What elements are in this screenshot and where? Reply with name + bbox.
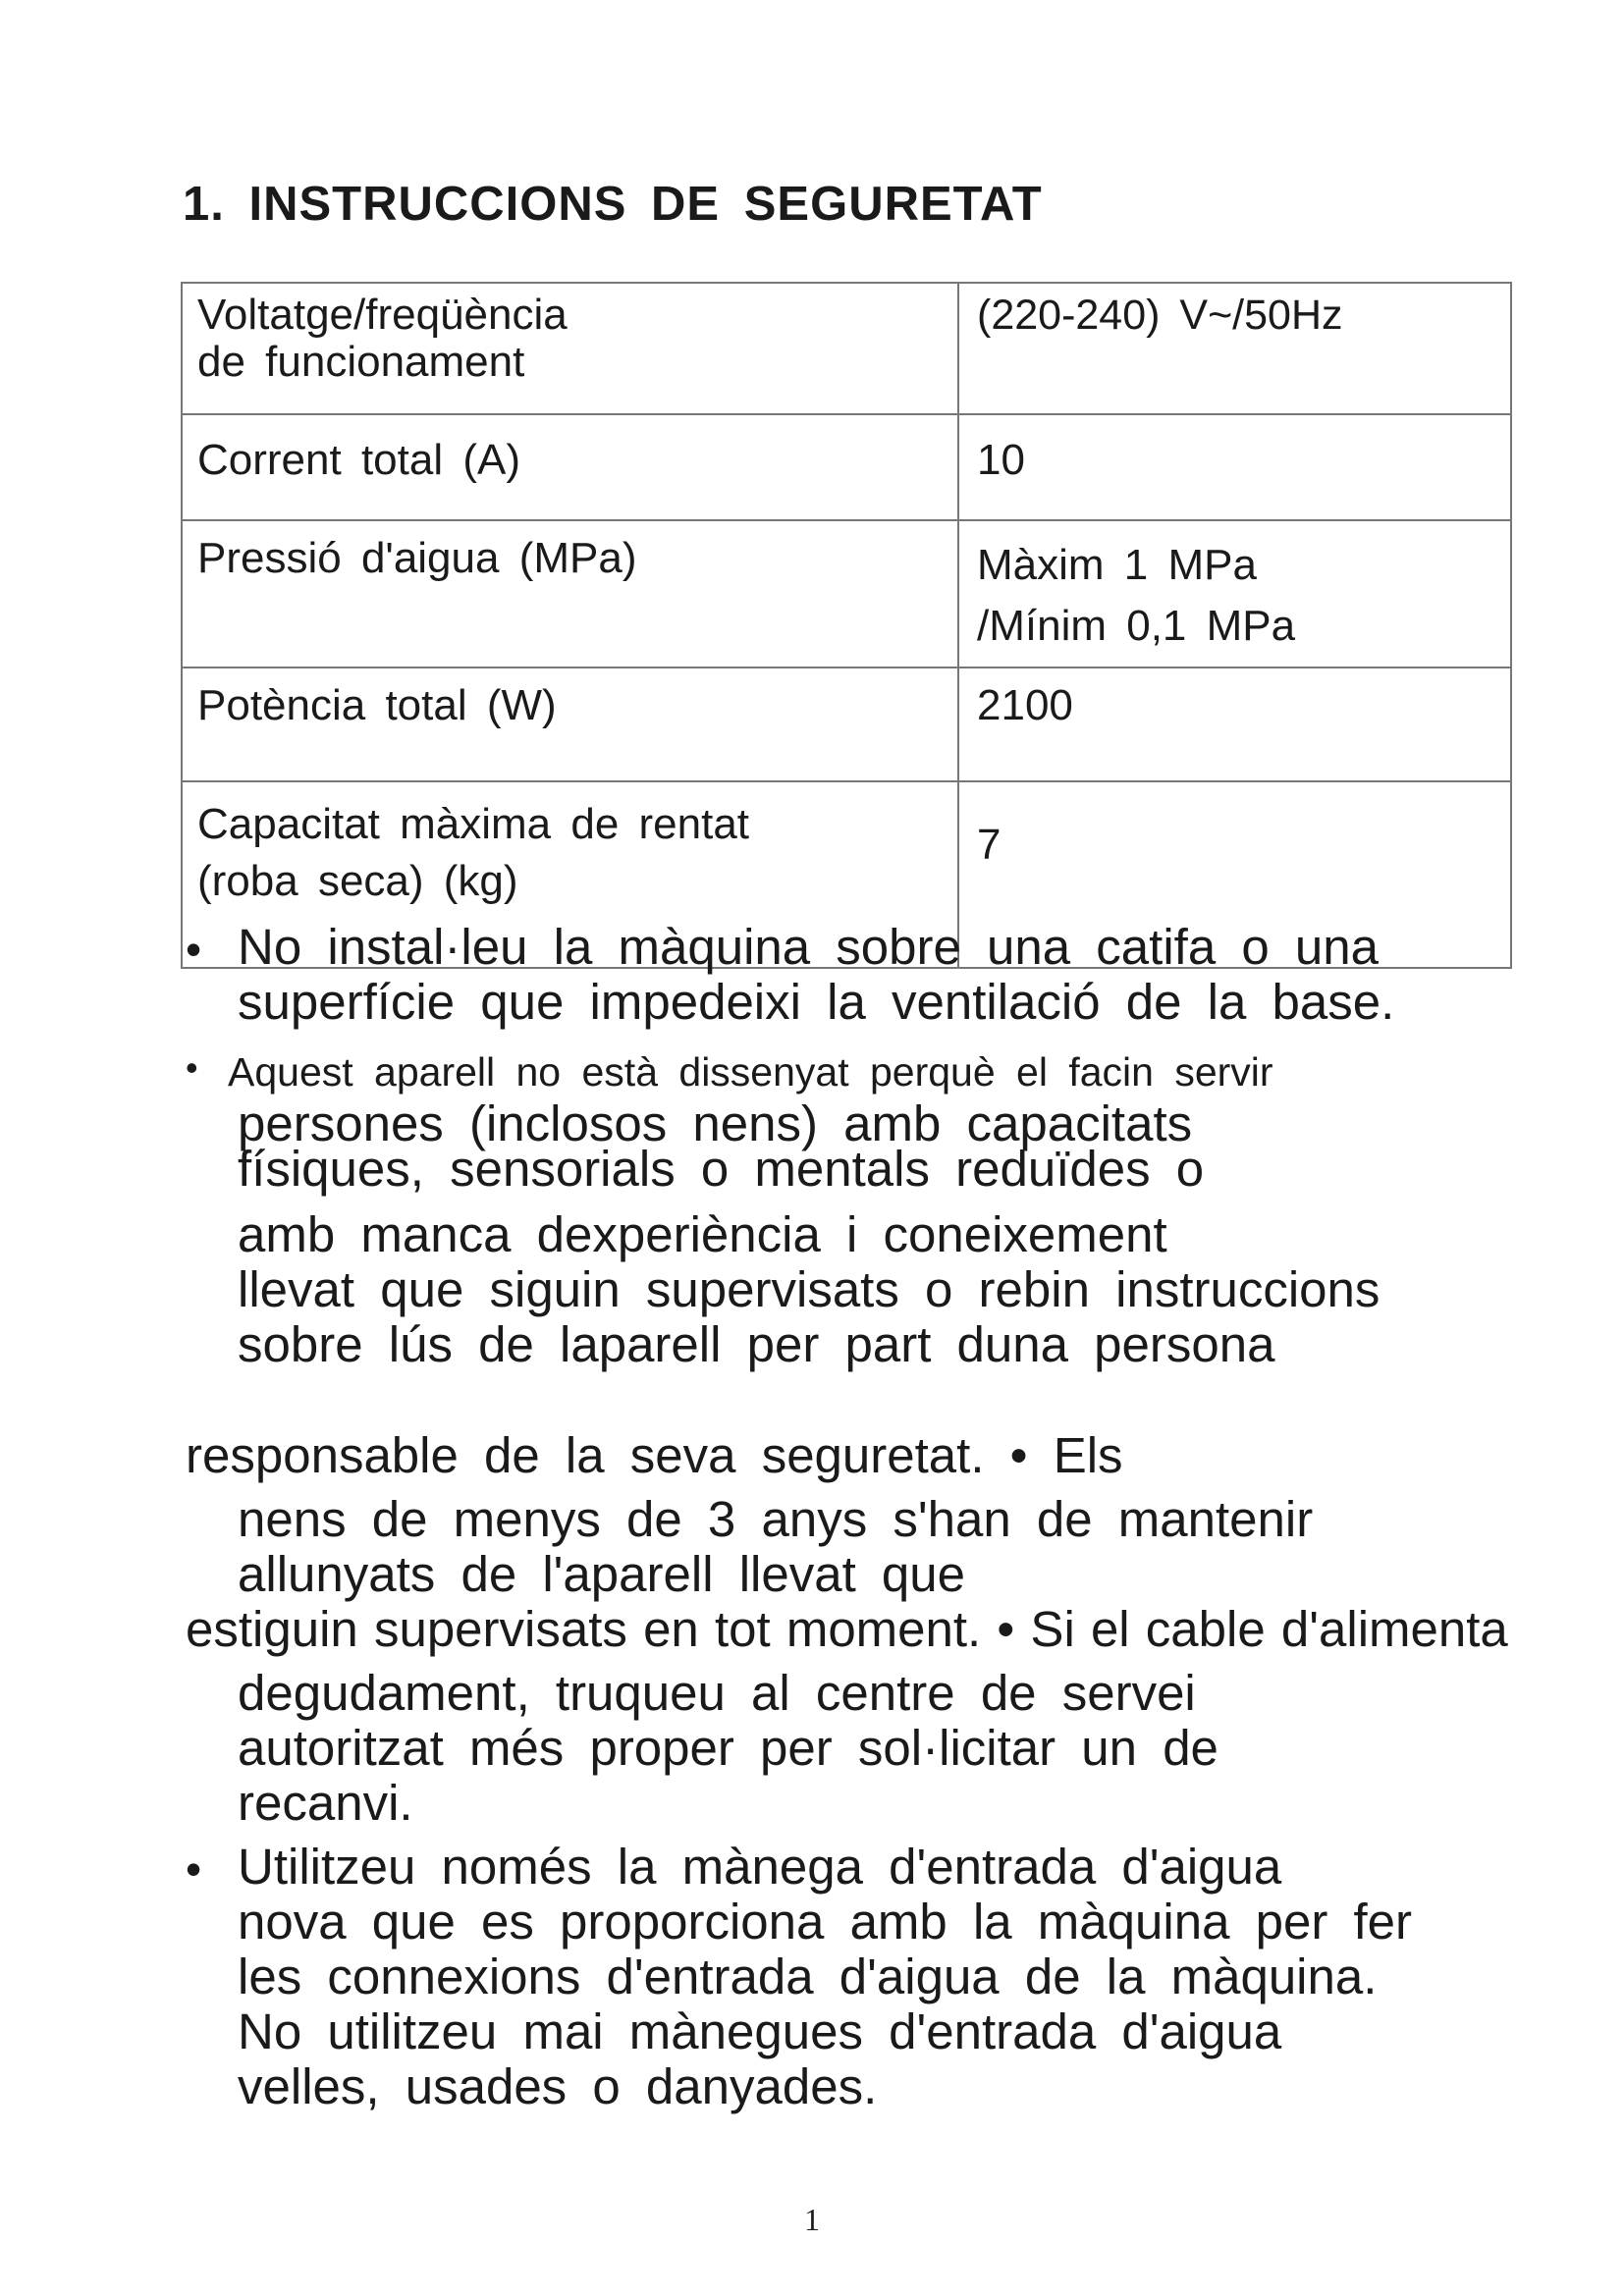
- spec-value-line: /Mínim 0,1 MPa: [977, 602, 1296, 650]
- spec-value-line: 2100: [977, 681, 1073, 729]
- spec-value-line: (220-240) V~/50Hz: [977, 292, 1343, 339]
- spec-value: [958, 667, 1511, 781]
- bullet-icon: •: [186, 1843, 202, 1895]
- text-line: responsable de la seva seguretat. • Els: [186, 1427, 1123, 1483]
- text-line: degudament, truqueu al centre de servei: [238, 1665, 1196, 1721]
- spec-label: [182, 414, 958, 520]
- text-line: estiguin supervisats en tot moment. • Si el cable d'alimenta: [186, 1601, 1508, 1657]
- text-line: nova que es proporciona amb la màquina per fer: [238, 1894, 1413, 1949]
- spec-label-line: (roba seca) (kg): [197, 857, 518, 905]
- text-line: allunyats de l'aparell llevat que: [238, 1546, 966, 1602]
- bullet-icon: •: [186, 924, 202, 975]
- spec-value-line: 7: [977, 821, 1001, 869]
- text-line: Aquest aparell no està dissenyat perquè el facin servir: [228, 1049, 1273, 1095]
- spec-label-line: Pressió d'aigua (MPa): [197, 534, 637, 582]
- text-line: físiques, sensorials o mentals reduïdes o: [238, 1141, 1205, 1197]
- spec-value: [958, 520, 1511, 667]
- text-line: superfície que impedeixi la ventilació de la base.: [238, 974, 1395, 1030]
- table-row: [182, 414, 1511, 520]
- spec-label-line: Voltatge/freqüència: [197, 291, 568, 339]
- spec-label: [182, 283, 958, 414]
- text-line: nens de menys de 3 anys s'han de mantenir: [238, 1491, 1314, 1547]
- text-line: Utilitzeu només la mànega d'entrada d'aigua: [238, 1839, 1282, 1895]
- text-line: sobre lús de laparell per part duna persona: [238, 1316, 1275, 1372]
- table-row: [182, 667, 1511, 781]
- spec-label-line: Corrent total (A): [197, 436, 520, 484]
- text-line: recanvi.: [238, 1775, 413, 1831]
- spec-label: [182, 667, 958, 781]
- spec-value: [958, 414, 1511, 520]
- spec-value: [958, 283, 1511, 414]
- text-line: No instal·leu la màquina sobre una catifa o una: [238, 919, 1379, 975]
- text-line: persones (inclosos nens) amb capacitats: [238, 1095, 1193, 1151]
- spec-label: [182, 520, 958, 667]
- text-line: autoritzat més proper per sol·licitar un de: [238, 1720, 1218, 1776]
- page-number: 1: [804, 2202, 820, 2237]
- bullet-icon: •: [186, 1047, 198, 1088]
- specifications-table: [181, 282, 1512, 969]
- text-line: velles, usades o danyades.: [238, 2058, 878, 2114]
- text-line: No utilitzeu mai mànegues d'entrada d'aigua: [238, 2003, 1282, 2059]
- spec-label-line: Potència total (W): [197, 681, 557, 729]
- table-row: [182, 283, 1511, 414]
- text-line: amb manca dexperiència i coneixement: [238, 1206, 1167, 1262]
- section-heading: 1. INSTRUCCIONS DE SEGURETAT: [183, 178, 1043, 231]
- table-row: [182, 520, 1511, 667]
- text-line: les connexions d'entrada d'aigua de la màquina.: [238, 1949, 1378, 2004]
- spec-value-line: Màxim 1 MPa: [977, 541, 1257, 589]
- spec-label-line: de funcionament: [197, 338, 525, 386]
- text-line: llevat que siguin supervisats o rebin instruccions: [238, 1261, 1380, 1317]
- spec-label-line: Capacitat màxima de rentat: [197, 800, 750, 848]
- spec-value-line: 10: [977, 436, 1025, 484]
